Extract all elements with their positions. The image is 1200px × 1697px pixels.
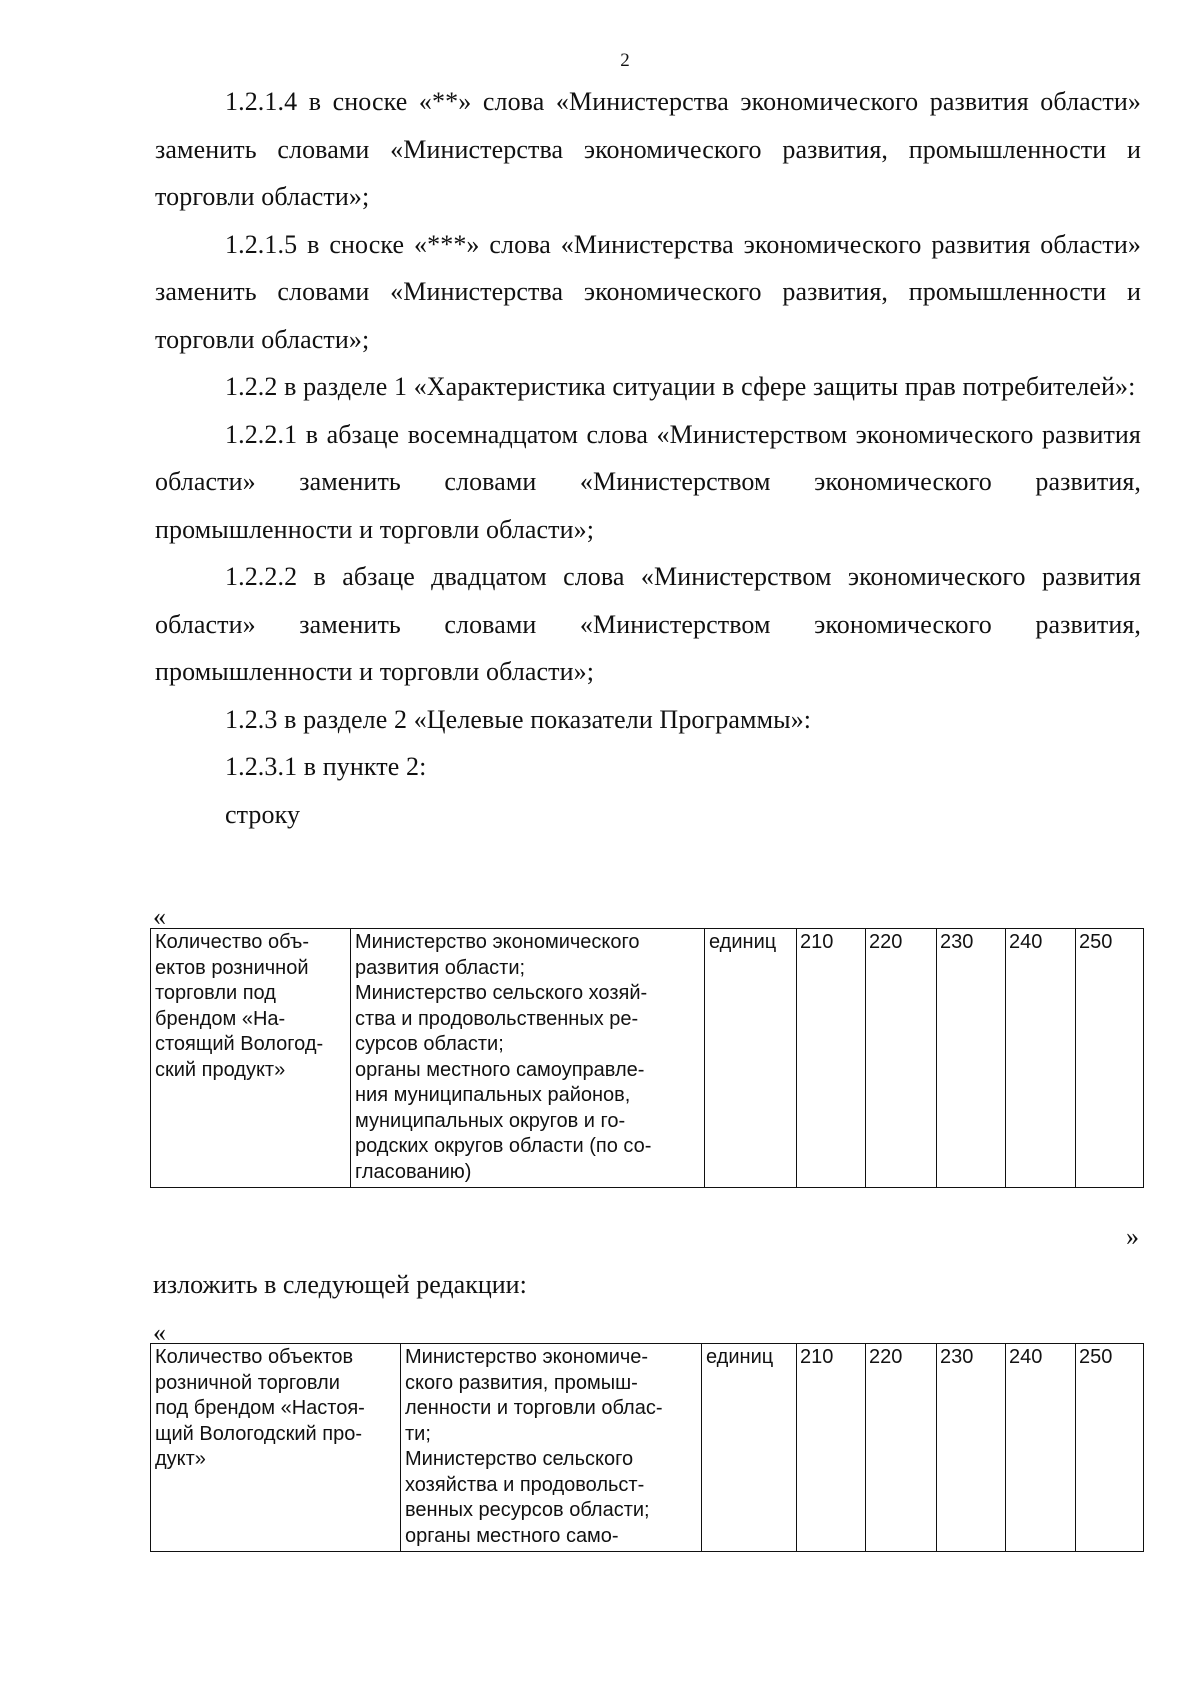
paragraph-1-2-2: 1.2.2 в разделе 1 «Характеристика ситуации в сфере защиты прав потребителей»: — [225, 372, 1136, 401]
value-cell: 220 — [866, 1344, 937, 1552]
indicator-cell: Количество объ- ектов розничной торговли под брендом «На- стоящий Вологод- ский продукт» — [151, 929, 351, 1188]
value-cell: 220 — [866, 929, 937, 1188]
responsible-cell: Министерство экономиче- ского развития, промыш- ленности и торговли облас- ти; Министерство сельского хозяйства и продовольст- венных ресурсов области; органы местного само- — [401, 1344, 702, 1552]
table-row — [151, 1344, 1144, 1552]
paragraph-1-2-3: 1.2.3 в разделе 2 «Целевые показатели Программы»: — [225, 704, 812, 734]
unit-cell: единиц — [705, 929, 797, 1188]
value-cell: 250 — [1076, 1344, 1144, 1552]
page-number: 2 — [620, 50, 630, 71]
paragraph-1-2-2-2: 1.2.2.2 в абзаце двадцатом слова «Министерством экономического развития области» заменить словами «Министерством экономического развития, промышленности и торговли области»; — [155, 562, 1141, 686]
new-row-open-quote: « — [153, 1318, 166, 1347]
old-row-open-quote: « — [153, 902, 166, 931]
unit-cell: единиц — [702, 1344, 797, 1552]
value-cell: 240 — [1006, 929, 1076, 1188]
value-cell: 210 — [797, 1344, 866, 1552]
paragraph-1-2-1-5: 1.2.1.5 в сноске «***» слова «Министерства экономического развития области» заменить словами «Министерства экономического развития, промышленности и торговли области»; — [155, 229, 1141, 354]
paragraph-stroku: строку — [225, 799, 301, 829]
value-cell: 250 — [1076, 929, 1144, 1188]
responsible-cell: Министерство экономического развития области; Министерство сельского хозяй- ства и продовольственных ре- сурсов области; органы местного самоуправле- ния муниципальных районов, муниципальных округов и го- родских округов области (по со- гласованию) — [351, 929, 705, 1188]
value-cell: 210 — [797, 929, 866, 1188]
paragraph-1-2-2-1: 1.2.2.1 в абзаце восемнадцатом слова «Министерством экономического развития области» заменить словами «Министерством экономического развития, промышленности и торговли области»; — [155, 419, 1141, 544]
value-cell: 230 — [937, 929, 1006, 1188]
value-cell: 230 — [937, 1344, 1006, 1552]
paragraph-1-2-1-4: 1.2.1.4 в сноске «**» слова «Министерства экономического развития области» заменить словами «Министерства экономического развития, промышленности и торговли области»; — [155, 87, 1141, 211]
paragraph-1-2-3-1: 1.2.3.1 в пункте 2: — [225, 752, 427, 781]
document-body — [155, 78, 1141, 838]
old-row-table — [150, 928, 1144, 1188]
old-row-close-quote: » — [1126, 1222, 1139, 1251]
value-cell: 240 — [1006, 1344, 1076, 1552]
replacement-intro: изложить в следующей редакции: — [153, 1270, 527, 1299]
table-row — [151, 929, 1144, 1188]
new-row-table — [150, 1343, 1144, 1552]
indicator-cell: Количество объектов розничной торговли под брендом «Настоя- щий Вологодский про- дукт» — [151, 1344, 401, 1552]
